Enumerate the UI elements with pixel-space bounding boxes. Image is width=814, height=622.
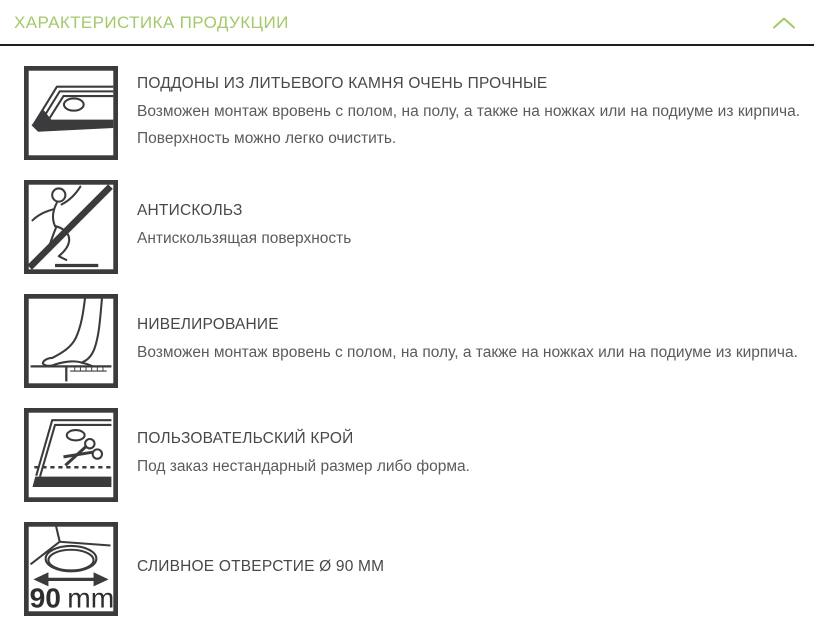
feature-title: АНТИСКОЛЬЗ	[137, 202, 243, 219]
shower-tray-icon	[24, 66, 118, 160]
feature-description: Возможен монтаж вровень с полом, на полу, а также на ножках или на подиуме из кирпича.	[137, 344, 798, 361]
feature-text	[137, 558, 800, 581]
section-header[interactable]	[0, 0, 814, 44]
feature-title: НИВЕЛИРОВАНИЕ	[137, 316, 279, 333]
feature-text	[137, 430, 800, 480]
leveling-foot-icon	[24, 294, 118, 388]
feature-text	[137, 75, 800, 152]
svg-text:90mm	[30, 582, 115, 614]
drain-size-unit: mm	[67, 581, 115, 614]
feature-row-drain-hole	[24, 522, 800, 616]
feature-row-custom-cut	[24, 408, 800, 502]
drain-hole-icon	[24, 522, 118, 616]
features-list	[0, 46, 814, 616]
feature-title: ПОДДОНЫ ИЗ ЛИТЬЕВОГО КАМНЯ ОЧЕНЬ ПРОЧНЫЕ	[137, 74, 548, 92]
feature-description: Возможен монтаж вровень с полом, на полу, а также на ножках или на подиуме из кирпича. Поверхность можно легко очистить.	[137, 102, 800, 147]
section-title: ХАРАКТЕРИСТИКА ПРОДУКЦИИ	[14, 13, 289, 32]
anti-slip-icon	[24, 180, 118, 274]
feature-row-cast-stone	[24, 66, 800, 160]
feature-title: ПОЛЬЗОВАТЕЛЬСКИЙ КРОЙ	[137, 430, 354, 447]
feature-row-anti-slip	[24, 180, 800, 274]
feature-description: Антискользящая поверхность	[137, 230, 352, 247]
feature-description: Под заказ нестандарный размер либо форма.	[137, 458, 470, 475]
chevron-up-icon[interactable]	[770, 14, 798, 32]
feature-text	[137, 316, 800, 366]
feature-text	[137, 202, 800, 252]
custom-cut-scissors-icon	[24, 408, 118, 502]
drain-size-value: 90	[29, 581, 61, 614]
feature-title: СЛИВНОЕ ОТВЕРСТИЕ Ø 90 ММ	[137, 557, 385, 575]
feature-row-leveling	[24, 294, 800, 388]
